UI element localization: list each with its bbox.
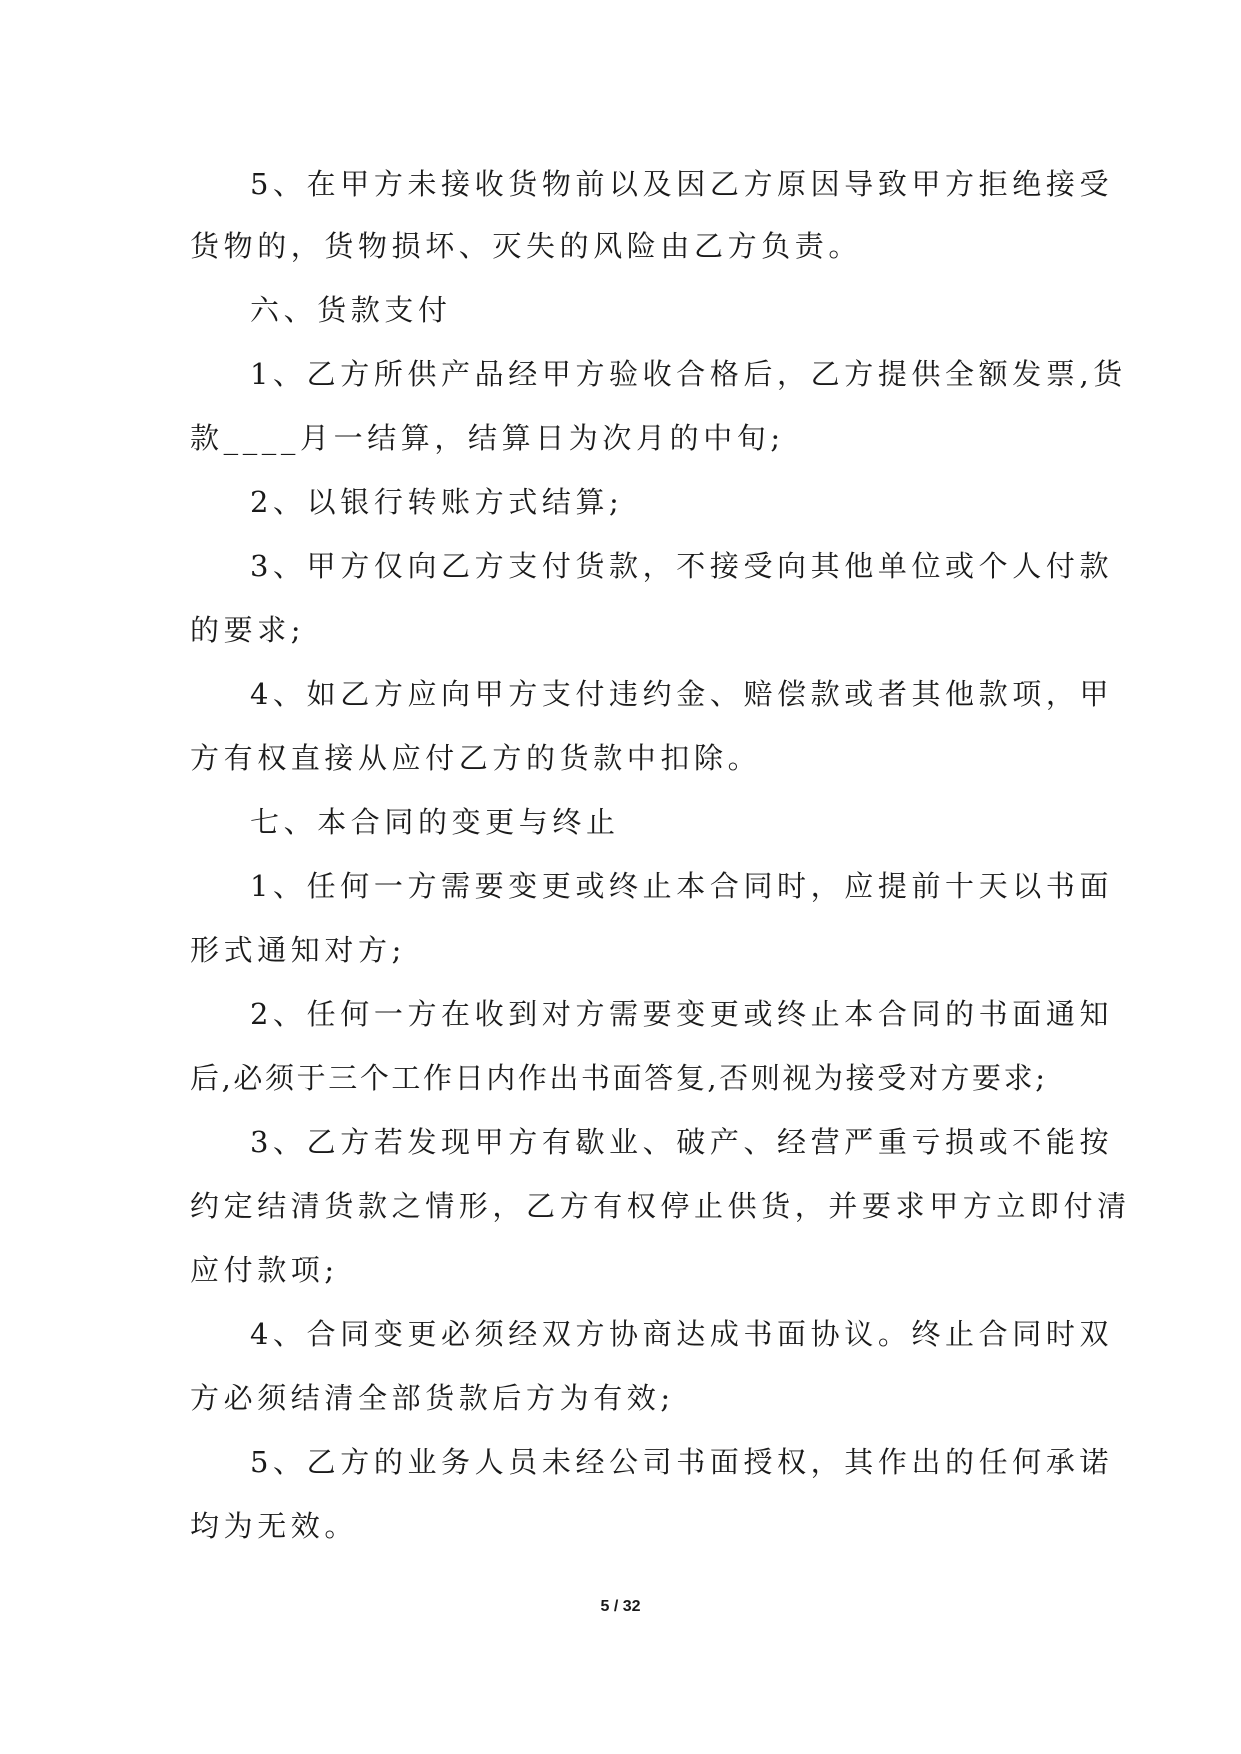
paragraph-line: 2、以银行转账方式结算; (250, 485, 624, 519)
paragraph-line: 货物的，货物损坏、灭失的风险由乙方负责。 (190, 229, 863, 263)
paragraph-line: 1、乙方所供产品经甲方验收合格后，乙方提供全额发票,货 (250, 357, 1127, 391)
paragraph-line: 方必须结清全部货款后方为有效; (190, 1381, 675, 1415)
paragraph-line: 3、甲方仅向乙方支付货款，不接受向其他单位或个人付款 (250, 549, 1114, 583)
section-heading: 六、货款支付 (250, 293, 452, 327)
paragraph-line: 方有权直接从应付乙方的货款中扣除。 (190, 741, 762, 775)
paragraph-line: 的要求; (190, 613, 306, 647)
paragraph-line: 约定结清货款之情形，乙方有权停止供货，并要求甲方立即付清 (190, 1189, 1131, 1223)
paragraph-line: 4、合同变更必须经双方协商达成书面协议。终止合同时双 (250, 1317, 1114, 1351)
paragraph-line: 4、如乙方应向甲方支付违约金、赔偿款或者其他款项，甲 (250, 677, 1114, 711)
paragraph-line: 款____月一结算，结算日为次月的中旬; (190, 421, 785, 455)
paragraph-line: 均为无效。 (190, 1509, 359, 1543)
paragraph-line: 3、乙方若发现甲方有歇业、破产、经营严重亏损或不能按 (250, 1125, 1114, 1159)
section-heading: 七、本合同的变更与终止 (250, 805, 620, 839)
paragraph-line: 后,必须于三个工作日内作出书面答复,否则视为接受对方要求; (190, 1061, 1048, 1095)
paragraph-line: 形式通知对方; (190, 933, 406, 967)
paragraph-line: 2、任何一方在收到对方需要变更或终止本合同的书面通知 (250, 997, 1114, 1031)
paragraph-line: 1、任何一方需要变更或终止本合同时，应提前十天以书面 (250, 869, 1114, 903)
paragraph-line: 5、在甲方未接收货物前以及因乙方原因导致甲方拒绝接受 (250, 167, 1114, 201)
paragraph-line: 5、乙方的业务人员未经公司书面授权，其作出的任何承诺 (250, 1445, 1114, 1479)
page-number: 5 / 32 (600, 1598, 641, 1615)
paragraph-line: 应付款项; (190, 1253, 339, 1287)
